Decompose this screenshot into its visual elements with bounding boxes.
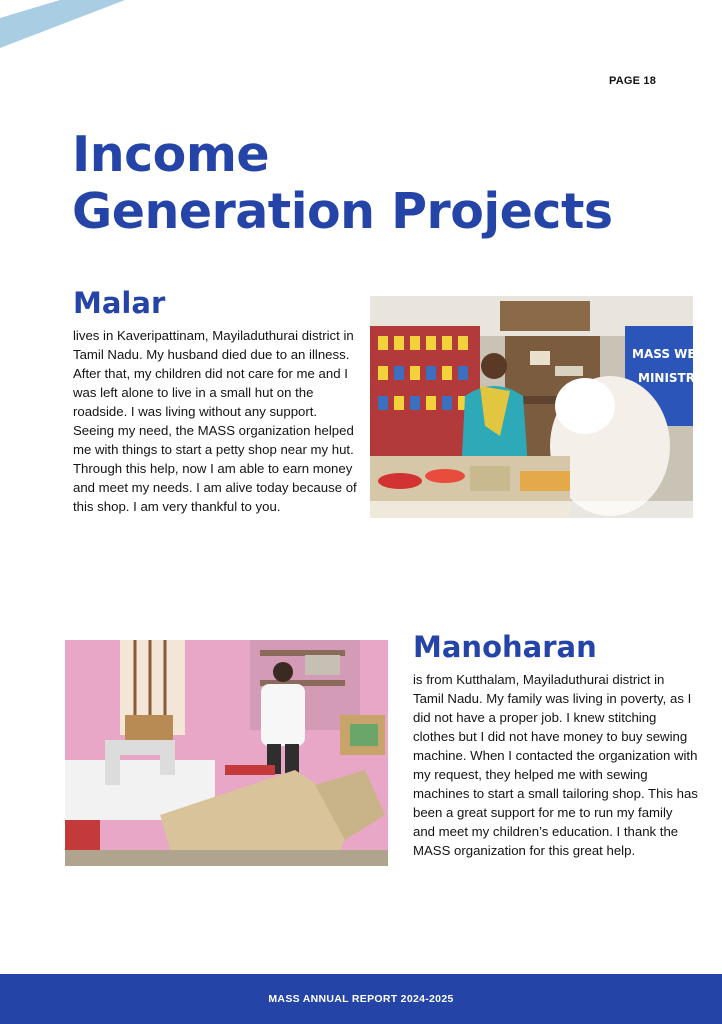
page-title-line-1: Income — [72, 126, 270, 183]
svg-text:MINISTRI: MINISTRI — [638, 371, 700, 385]
footer-text: MASS ANNUAL REPORT 2024-2025 — [268, 993, 454, 1005]
story-heading-manoharan: Manoharan — [413, 630, 597, 664]
svg-text:MASS WEL: MASS WEL — [632, 347, 704, 361]
page-number: PAGE 18 — [609, 75, 657, 87]
footer-bar — [0, 974, 722, 1024]
corner-stripe-decoration — [0, 0, 125, 48]
page-title — [72, 126, 672, 240]
tailoring-shop-photo-manoharan — [65, 640, 388, 866]
story-heading-malar: Malar — [73, 286, 166, 320]
shop-photo-malar — [370, 296, 704, 518]
story-text-malar: lives in Kaveripattinam, Mayiladuthurai district in Tamil Nadu. My husband died due to an illness. After that, my children did not care for me and I was left alone to live in a small hut on the roadside. I was living without any support. Seeing my need, the MASS organization helped me with things to start a petty shop near my hut. Through this help, now I am able to earn money and meet my needs. I am alive today because of this shop. I am very thankful to you. — [73, 328, 357, 514]
page-title-line-2: Generation Projects — [72, 183, 613, 240]
story-text-manoharan: is from Kutthalam, Mayiladuthurai district in Tamil Nadu. My family was living in poverty, as I did not have a proper job. I knew stitching clothes but I did not have money to buy sewing machine. When I contacted the organization with my request, they helped me with sewing machines to start a small tailoring shop. This has been a great support for me to run my family and meet my children’s education. I thank the MASS organization for this great help. — [413, 672, 698, 858]
